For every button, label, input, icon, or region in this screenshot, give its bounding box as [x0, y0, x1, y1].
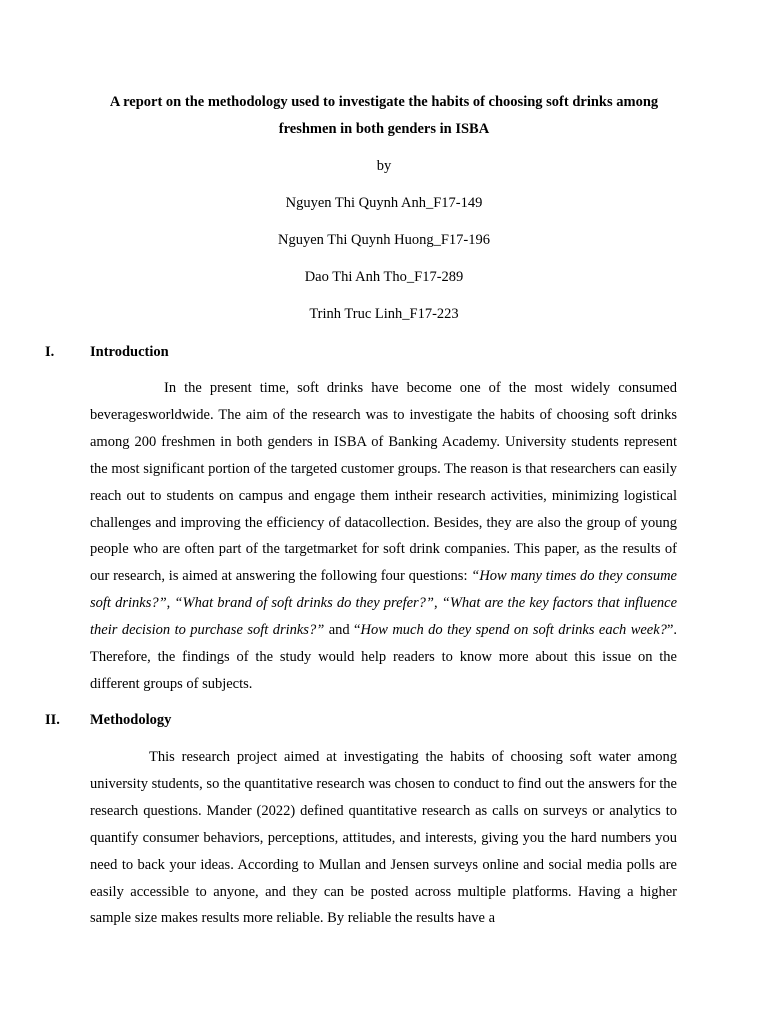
intro-text: In the present time, soft drinks have become one of the most widely consumed beveragesworldwide. The aim of the research was to investigate the habits of choosing soft drinks among 200 freshmen in both genders in ISBA of Banking Academy. University students represent the most significant portion of the targeted customer groups. The reason is that researchers can easily reach out to students on campus and engage them intheir research activities, minimizing logistical challenges and improving the efficiency of datacollection. Besides, they are also the group of young people who are often part of the targetmarket for soft drink companies. This paper, as the results of our research, is aimed at answering the following four questions: [90, 380, 677, 585]
methodology-paragraph: This research project aimed at investigating the habits of choosing soft water among university students, so the quantitative research was chosen to conduct to find out the answers for the research questions. Mander (2022) defined quantitative research as calls on surveys or analytics to quantify consumer behaviors, perceptions, attitudes, and interests, giving you the hard numbers you need to back your ideas. According to Mullan and Jensen surveys online and social media polls are easily accessible to anyone, and they can be posted across multiple platforms. Having a higher sample size makes results more reliable. By reliable the results have a [90, 749, 677, 927]
intro-conclusion-text: ”. Therefore, the findings of the study would help readers to know more about this issue on the different groups of subjects. [90, 622, 677, 692]
document-title: A report on the methodology used to investigate the habits of choosing soft drinks among freshmen in both genders in ISBA [109, 94, 659, 137]
separator: , [434, 595, 442, 612]
separator: , [166, 595, 175, 612]
author-4: Trinh Truc Linh_F17-223 [309, 306, 459, 322]
research-question-2: “What brand of soft drinks do they prefer?” [174, 595, 434, 612]
separator: and “ [324, 622, 361, 639]
section-number: II. [45, 712, 60, 728]
research-question-3: “What are the key factors that influence their decision to purchase soft drinks?” [90, 595, 678, 639]
introduction-paragraph [90, 375, 677, 698]
research-question-4: How much do they spend on soft drinks each week? [360, 622, 667, 639]
section-title: Introduction [90, 344, 169, 360]
author-2: Nguyen Thi Quynh Huong_F17-196 [278, 232, 490, 248]
author-3: Dao Thi Anh Tho_F17-289 [304, 269, 464, 285]
research-question-1: “How many times do they consume soft drinks?” [90, 568, 677, 612]
author-1: Nguyen Thi Quynh Anh_F17-149 [285, 195, 483, 211]
by-line: by [376, 158, 392, 174]
section-title: Methodology [90, 712, 172, 728]
section-number: I. [45, 344, 55, 360]
